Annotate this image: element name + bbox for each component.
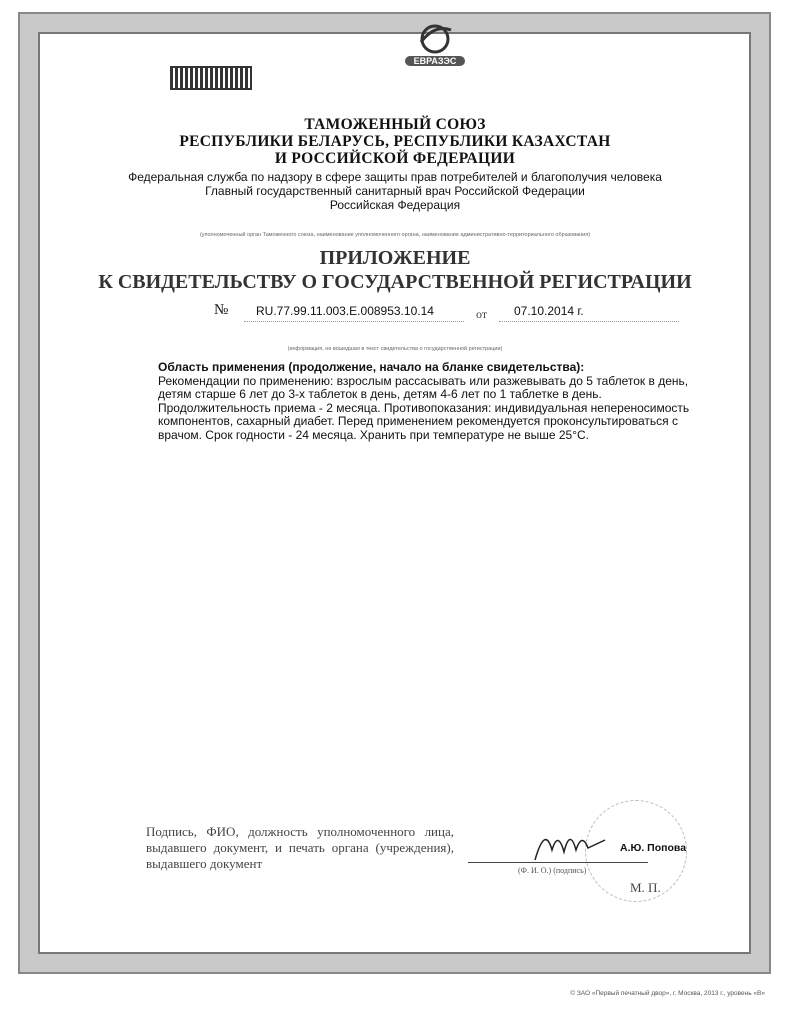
- signature-label: Подпись, ФИО, должность уполномоченного лица, выдавшего документ, и печать органа (учреждения), выдавшего документ: [146, 824, 454, 871]
- organization-line-2: Главный государственный санитарный врач Российской Федерации: [205, 184, 585, 198]
- heading-line-1: ТАМОЖЕННЫЙ СОЮЗ: [304, 116, 486, 133]
- registration-number: RU.77.99.11.003.Е.008953.10.14: [256, 304, 434, 318]
- organization-line-1: Федеральная служба по надзору в сфере защиты прав потребителей и благополучия человека: [128, 170, 662, 184]
- scope-text: Рекомендации по применению: взрослым рассасывать или разжевывать до 5 таблеток в день, детям старше 6 лет до 3-х таблеток в день, детям 4-6 лет по 1 таблетке в день. Продолжительность приема - 2 месяца. Противопоказания: индивидуальная непереносимость компонентов, сахарный диабет. Перед применением рекомендуется проконсультироваться с врачом. Срок годности - 24 месяца. Хранить при температуре не выше 25°C.: [158, 373, 690, 442]
- heading-line-3: И РОССИЙСКОЙ ФЕДЕРАЦИИ: [274, 150, 516, 167]
- printer-footer: © ЗАО «Первый печатный двор», г. Москва, 2013 г., уровень «В»: [570, 990, 765, 997]
- signature-line: [468, 862, 648, 863]
- date-label: от: [476, 307, 488, 321]
- union-heading: [100, 116, 690, 167]
- evrazes-logo: [395, 22, 475, 72]
- seal-place-label: М. П.: [630, 880, 661, 895]
- info-caption: (информация, не вошедшая в текст свидетельства о государственной регистрации): [287, 346, 503, 352]
- registration-date: 07.10.2014 г.: [514, 304, 584, 318]
- scope-heading: Область применения (продолжение, начало на бланке свидетельства):: [158, 360, 585, 374]
- organization-block: [100, 170, 690, 212]
- heading-line-2: РЕСПУБЛИКИ БЕЛАРУСЬ, РЕСПУБЛИКИ КАЗАХСТАН: [179, 133, 611, 150]
- date-underline: [499, 321, 679, 322]
- emblem-icon: [413, 22, 457, 56]
- signature-caption: (Ф. И. О.) (подпись): [518, 866, 587, 875]
- document-title: [40, 246, 750, 294]
- logo-text: ЕВРАЗЭС: [405, 56, 465, 66]
- title-line-1: ПРИЛОЖЕНИЕ: [319, 247, 471, 269]
- organization-line-3: Российская Федерация: [329, 198, 461, 212]
- number-label: №: [214, 302, 229, 318]
- application-text: [158, 361, 698, 443]
- title-line-2: К СВИДЕТЕЛЬСТВУ О ГОСУДАРСТВЕННОЙ РЕГИСТРАЦИИ: [98, 271, 692, 293]
- signatory-name: А.Ю. Попова: [620, 842, 687, 854]
- security-barcode: [170, 66, 252, 90]
- number-underline: [244, 321, 464, 322]
- authority-caption: (уполномоченный орган Таможенного союза, наименование уполномоченного органа, наименование административно-территориального образования): [199, 232, 591, 238]
